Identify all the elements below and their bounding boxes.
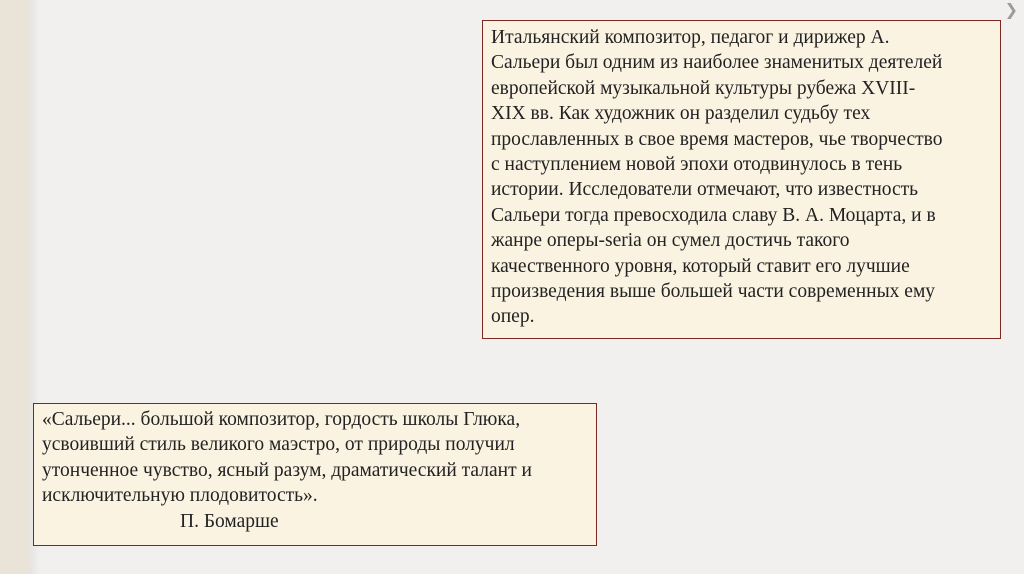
salieri-info-box bbox=[482, 20, 1001, 339]
beaumarchais-quote-box bbox=[33, 403, 597, 546]
left-decorative-strip bbox=[0, 0, 30, 574]
quote-author: П. Бомарше bbox=[180, 510, 279, 532]
quote-text: «Сальери... большой композитор, гордость школы Глюка, усвоивший стиль великого маэстро, от природы получил утонченное чувство, ясный разум, драматический талант и исключительную плодовитость». bbox=[42, 409, 532, 507]
salieri-info-text: Итальянский композитор, педагог и дирижер А. Сальери был одним из наиболее знаменитых деятелей европейской музыкальной культуры рубежа XVIII- XIX вв. Как художник он разделил судьбу тех прославленных в свое время мастеров, чье творчество с наступлением новой эпохи отодвинулось в тень истории. Исследователи отмечают, что известность Сальери тогда превосходила славу В. А. Моцарта, и в жанре оперы-seria он сумел достичь такого качественного уровня, который ставит его лучшие произведения выше большей части современных ему опер. bbox=[491, 27, 943, 328]
right-arrow-icon[interactable]: ❯ bbox=[1004, 0, 1018, 19]
